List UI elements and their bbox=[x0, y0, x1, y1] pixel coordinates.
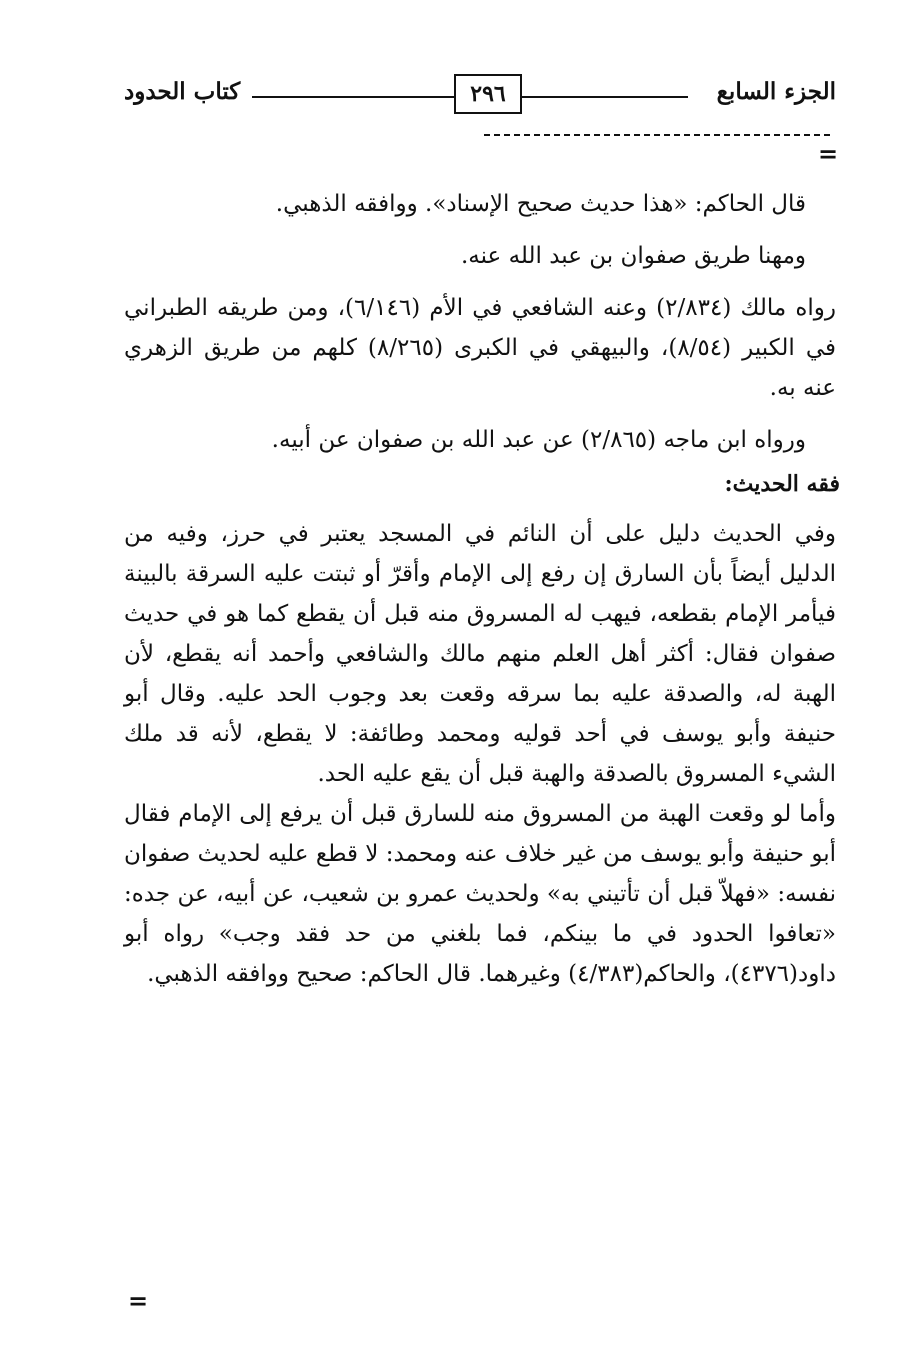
paragraph: رواه مالك (٢/٨٣٤) وعنه الشافعي في الأم (٦/١٤٦)، ومن طريقه الطبراني في الكبير (٨/٥٤)، والبيهقي في الكبرى (٨/٢٦٥) كلهم من طريق الزهري عنه به. bbox=[124, 295, 837, 401]
section-heading: فقه الحديث: bbox=[724, 471, 840, 497]
paragraph: قال الحاكم: «هذا حديث صحيح الإسناد». ووافقه الذهبي. bbox=[275, 191, 806, 217]
page-content bbox=[124, 184, 840, 994]
dashed-separator bbox=[484, 134, 830, 136]
volume-label: الجزء السابع bbox=[716, 78, 836, 105]
page-header bbox=[124, 74, 836, 122]
double-dash-mark: = bbox=[128, 1287, 149, 1315]
body-paragraph: وفي الحديث دليل على أن النائم في المسجد يعتبر في حرز، وفيه من الدليل أيضاً بأن السارق إن رفع إلى الإمام وأقرّ أو ثبتت عليه السرقة بالبينة فيأمر الإمام بقطعه، فيهب له المسروق منه قبل أن يقطع كما هو في حديث صفوان فقال: أكثر أهل العلم منهم مالك والشافعي وأحمد أنه يقطع، لأن الهبة له، والصدقة عليه بما سرقه وقعت بعد وجوب الحد عليه. وقال أبو حنيفة وأبو يوسف في أحد قوليه ومحمد وطائفة: لا يقطع، لأنه قد ملك الشيء المسروق بالصدقة والهبة قبل أن يقع عليه الحد. bbox=[124, 521, 836, 787]
page-number-box: ٢٩٦ bbox=[454, 74, 522, 114]
header-rule-right bbox=[508, 96, 688, 98]
paragraph: ومهنا طريق صفوان بن عبد الله عنه. bbox=[460, 243, 806, 269]
paragraph: ورواه ابن ماجه (٢/٨٦٥) عن عبد الله بن صفوان عن أبيه. bbox=[271, 427, 806, 453]
double-dash-mark: = bbox=[818, 140, 839, 168]
book-title: كتاب الحدود bbox=[124, 78, 241, 105]
body-paragraph: وأما لو وقعت الهبة من المسروق منه للسارق قبل أن يرفع إلى الإمام فقال أبو حنيفة وأبو يوسف من غير خلاف عنه ومحمد: لا قطع عليه لحديث صفوان نفسه: «فهلاّ قبل أن تأتيني به» ولحديث عمرو بن شعيب، عن أبيه، عن جده: «تعافوا الحدود في ما بينكم، فما بلغني من حد فقد وجب» رواه أبو داود(٤٣٧٦)، والحاكم(٤/٣٨٣) وغيرهما. قال الحاكم: صحيح ووافقه الذهبي. bbox=[124, 801, 836, 987]
